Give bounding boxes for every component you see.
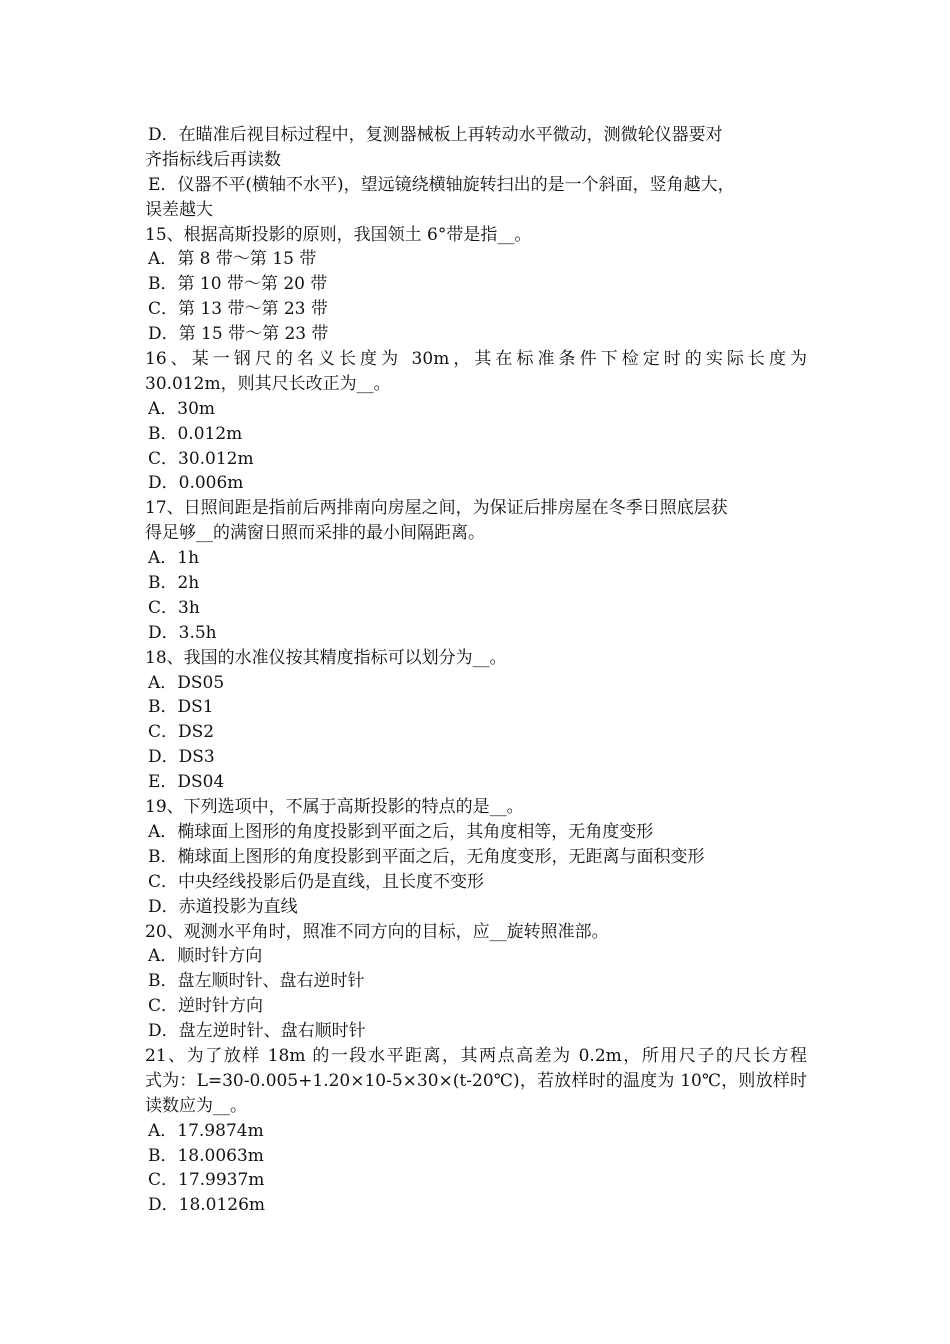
question-text-block (145, 123, 807, 1218)
text-line: E．DS04 (148, 772, 225, 793)
text-line: D．盘左逆时针、盘右顺时针 (148, 1021, 366, 1042)
text-line: D．DS3 (148, 747, 215, 768)
text-line: 30.012m，则其尺长改正为__。 (145, 373, 391, 394)
text-line: A．第 8 带～第 15 带 (148, 249, 317, 270)
text-line: 齐指标线后再读数 (145, 149, 281, 170)
text-line: B．2h (148, 573, 200, 594)
text-line: 15、根据高斯投影的原则，我国领土 6°带是指__。 (145, 224, 532, 245)
text-line: C．DS2 (148, 722, 215, 743)
text-line: B．18.0063m (148, 1145, 264, 1166)
text-line: 17、日照间距是指前后两排南向房屋之间，为保证后排房屋在冬季日照底层获 (145, 498, 728, 519)
text-line: C．中央经线投影后仍是直线，且长度不变形 (148, 871, 485, 892)
text-line: 得足够__的满窗日照而采排的最小间隔距离。 (145, 523, 485, 544)
text-line: A．30m (148, 398, 216, 419)
text-line: D．3.5h (148, 622, 217, 643)
text-line: 18、我国的水准仪按其精度指标可以划分为__。 (145, 647, 507, 668)
text-line: C．第 13 带～第 23 带 (148, 299, 328, 320)
text-line: B．DS1 (148, 697, 214, 718)
text-line: B．椭球面上图形的角度投影到平面之后，无角度变形，无距离与面积变形 (148, 846, 705, 867)
text-line: D．在瞄准后视目标过程中，复测器械板上再转动水平微动，测微轮仪器要对 (148, 125, 723, 145)
text-line: B．0.012m (148, 423, 243, 444)
text-line: 16、某一钢尺的名义长度为 30m，其在标准条件下检定时的实际长度为 (145, 349, 807, 370)
text-line: 式为：L=30-0.005+1.20×10-5×30×(t-20℃)，若放样时的温度为 10℃，则放样时 (145, 1070, 807, 1091)
text-line: B．盘左顺时针、盘右逆时针 (148, 971, 365, 992)
text-line: C．17.9937m (148, 1170, 265, 1191)
text-line: D．0.006m (148, 473, 244, 494)
text-line: D．第 15 带～第 23 带 (148, 324, 329, 345)
text-line: E．仪器不平(横轴不水平)，望远镜绕横轴旋转扫出的是一个斜面，竖角越大， (148, 174, 735, 195)
text-line: 误差越大 (145, 199, 213, 220)
text-line: 20、观测水平角时，照准不同方向的目标，应__旋转照准部。 (145, 921, 609, 942)
text-line: A．顺时针方向 (148, 946, 263, 967)
text-line: D．赤道投影为直线 (148, 896, 298, 917)
text-line: A．椭球面上图形的角度投影到平面之后，其角度相等，无角度变形 (148, 821, 654, 842)
text-line: 读数应为__。 (145, 1095, 247, 1116)
text-line: C．30.012m (148, 448, 254, 469)
text-line: B．第 10 带～第 20 带 (148, 274, 328, 295)
text-line: C．逆时针方向 (148, 996, 264, 1017)
text-line: A．DS05 (148, 672, 225, 693)
text-line: A．17.9874m (148, 1120, 264, 1141)
text-line: 19、下列选项中，不属于高斯投影的特点的是__。 (145, 797, 524, 818)
text-line: D．18.0126m (148, 1195, 266, 1216)
text-line: A．1h (148, 548, 200, 569)
text-line: 21、为了放样 18m 的一段水平距离，其两点高差为 0.2m，所用尺子的尺长方程 (145, 1045, 807, 1066)
text-line: C．3h (148, 597, 200, 618)
